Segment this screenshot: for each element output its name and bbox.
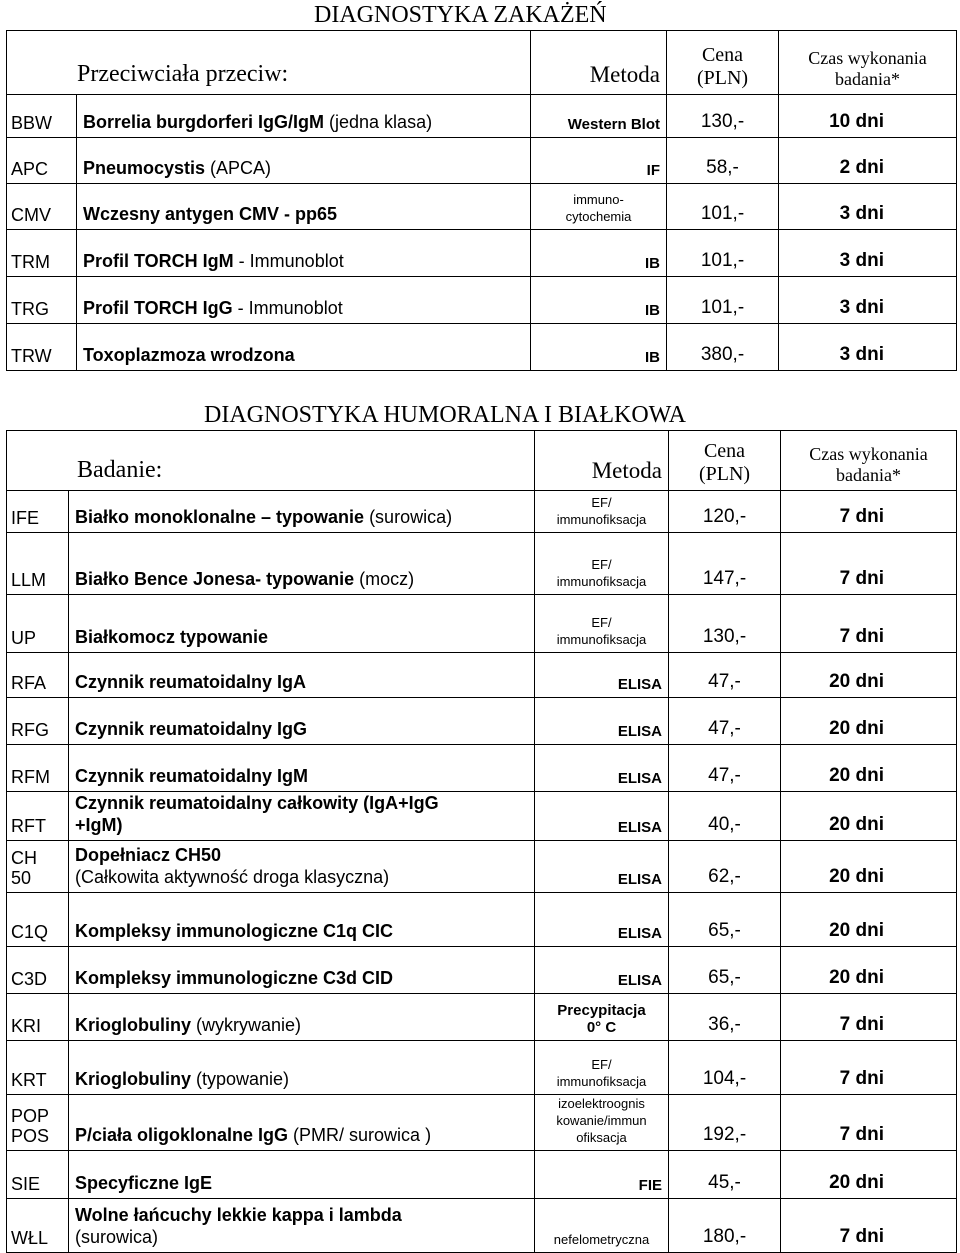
row-price: 120,- <box>669 491 781 533</box>
row-code: SIE <box>7 1151 69 1199</box>
row-method: IF <box>531 138 667 184</box>
row-price: 101,- <box>667 277 779 324</box>
header-time: Czas wykonania badania* <box>781 431 957 491</box>
row-method: Western Blot <box>531 95 667 138</box>
table-row <box>7 653 957 698</box>
table-row <box>7 595 957 653</box>
row-method: immuno- cytochemia <box>531 184 667 230</box>
row-duration: 7 dni <box>781 994 957 1041</box>
row-duration: 7 dni <box>781 491 957 533</box>
row-method: nefelometryczna <box>535 1199 669 1253</box>
row-duration: 3 dni <box>779 324 957 371</box>
table-row <box>7 533 957 595</box>
row-duration: 7 dni <box>781 1095 957 1151</box>
row-test-name: Borrelia burgdorferi IgG/IgM (jedna klasa) <box>77 95 531 138</box>
row-price: 104,- <box>669 1041 781 1095</box>
table-header <box>7 31 957 95</box>
row-code: C1Q <box>7 893 69 947</box>
section-title-infections: DIAGNOSTYKA ZAKAŻEŃ <box>314 2 607 28</box>
row-code: RFT <box>7 792 69 841</box>
row-code: CH 50 <box>7 841 69 893</box>
section-title-humoral: DIAGNOSTYKA HUMORALNA I BIAŁKOWA <box>204 402 686 428</box>
header-main: Przeciwciała przeciw: <box>7 31 531 95</box>
row-test-name: Kompleksy immunologiczne C3d CID <box>69 947 535 994</box>
row-test-name: Profil TORCH IgM - Immunoblot <box>77 230 531 277</box>
header-time: Czas wykonania badania* <box>779 31 957 95</box>
header-price: Cena (PLN) <box>669 431 781 491</box>
row-price: 65,- <box>669 947 781 994</box>
row-test-name: Białko Bence Jonesa- typowanie (mocz) <box>69 533 535 595</box>
row-test-name: Pneumocystis (APCA) <box>77 138 531 184</box>
row-test-name: Krioglobuliny (wykrywanie) <box>69 994 535 1041</box>
row-method: ELISA <box>535 947 669 994</box>
table-row <box>7 138 957 184</box>
humoral-table <box>6 430 957 1253</box>
table-row <box>7 841 957 893</box>
row-test-name: Białko monoklonalne – typowanie (surowica) <box>69 491 535 533</box>
row-price: 45,- <box>669 1151 781 1199</box>
row-code: KRT <box>7 1041 69 1095</box>
table-row <box>7 745 957 792</box>
row-method: EF/ immunofiksacja <box>535 491 669 533</box>
row-test-name: Profil TORCH IgG - Immunoblot <box>77 277 531 324</box>
table-row <box>7 184 957 230</box>
row-duration: 20 dni <box>781 947 957 994</box>
row-method: EF/ immunofiksacja <box>535 533 669 595</box>
row-test-name: P/ciała oligoklonalne IgG (PMR/ surowica ) <box>69 1095 535 1151</box>
row-duration: 2 dni <box>779 138 957 184</box>
row-duration: 7 dni <box>781 1199 957 1253</box>
row-code: C3D <box>7 947 69 994</box>
row-method: IB <box>531 277 667 324</box>
header-price: Cena (PLN) <box>667 31 779 95</box>
row-code: LLM <box>7 533 69 595</box>
row-price: 380,- <box>667 324 779 371</box>
row-duration: 7 dni <box>781 595 957 653</box>
row-code: TRG <box>7 277 77 324</box>
row-code: KRI <box>7 994 69 1041</box>
row-method: ELISA <box>535 745 669 792</box>
infections-table <box>6 30 957 371</box>
row-price: 47,- <box>669 698 781 745</box>
row-method: ELISA <box>535 893 669 947</box>
row-test-name: Krioglobuliny (typowanie) <box>69 1041 535 1095</box>
table-row <box>7 277 957 324</box>
row-code: UP <box>7 595 69 653</box>
row-method: izoelektroognis kowanie/immun ofiksacja <box>535 1095 669 1151</box>
row-method: EF/ immunofiksacja <box>535 595 669 653</box>
row-price: 47,- <box>669 653 781 698</box>
table-row <box>7 792 957 841</box>
row-duration: 20 dni <box>781 698 957 745</box>
row-test-name: Czynnik reumatoidalny IgA <box>69 653 535 698</box>
row-method: EF/ immunofiksacja <box>535 1041 669 1095</box>
row-price: 47,- <box>669 745 781 792</box>
row-price: 130,- <box>669 595 781 653</box>
row-method: ELISA <box>535 841 669 893</box>
header-main: Badanie: <box>7 431 535 491</box>
row-duration: 7 dni <box>781 533 957 595</box>
row-price: 192,- <box>669 1095 781 1151</box>
row-code: RFA <box>7 653 69 698</box>
row-method: ELISA <box>535 653 669 698</box>
table-row <box>7 698 957 745</box>
row-price: 58,- <box>667 138 779 184</box>
table-row <box>7 1199 957 1253</box>
row-code: RFM <box>7 745 69 792</box>
row-code: IFE <box>7 491 69 533</box>
row-duration: 10 dni <box>779 95 957 138</box>
row-price: 101,- <box>667 184 779 230</box>
row-code: CMV <box>7 184 77 230</box>
row-test-name: Wolne łańcuchy lekkie kappa i lambda (surowica) <box>69 1199 535 1253</box>
row-code: RFG <box>7 698 69 745</box>
row-test-name: Wczesny antygen CMV - pp65 <box>77 184 531 230</box>
table-row <box>7 1041 957 1095</box>
row-code: TRW <box>7 324 77 371</box>
row-code: APC <box>7 138 77 184</box>
row-duration: 20 dni <box>781 1151 957 1199</box>
row-method: Precypitacja 0° C <box>535 994 669 1041</box>
row-price: 130,- <box>667 95 779 138</box>
row-price: 147,- <box>669 533 781 595</box>
row-code: TRM <box>7 230 77 277</box>
row-code: BBW <box>7 95 77 138</box>
row-method: ELISA <box>535 792 669 841</box>
row-duration: 20 dni <box>781 792 957 841</box>
table-row <box>7 1095 957 1151</box>
row-test-name: Czynnik reumatoidalny IgG <box>69 698 535 745</box>
row-code: POP POS <box>7 1095 69 1151</box>
row-method: IB <box>531 230 667 277</box>
table-header <box>7 431 957 491</box>
row-price: 62,- <box>669 841 781 893</box>
row-duration: 3 dni <box>779 277 957 324</box>
row-test-name: Kompleksy immunologiczne C1q CIC <box>69 893 535 947</box>
row-method: IB <box>531 324 667 371</box>
row-price: 101,- <box>667 230 779 277</box>
row-price: 65,- <box>669 893 781 947</box>
table-row <box>7 324 957 371</box>
table-row <box>7 1151 957 1199</box>
header-method: Metoda <box>535 431 669 491</box>
row-test-name: Czynnik reumatoidalny IgM <box>69 745 535 792</box>
table-row <box>7 994 957 1041</box>
row-method: ELISA <box>535 698 669 745</box>
row-duration: 3 dni <box>779 230 957 277</box>
row-duration: 3 dni <box>779 184 957 230</box>
row-test-name: Toxoplazmoza wrodzona <box>77 324 531 371</box>
table-row <box>7 947 957 994</box>
row-test-name: Specyficzne IgE <box>69 1151 535 1199</box>
row-method: FIE <box>535 1151 669 1199</box>
row-duration: 20 dni <box>781 841 957 893</box>
table-row <box>7 893 957 947</box>
row-price: 180,- <box>669 1199 781 1253</box>
row-duration: 20 dni <box>781 653 957 698</box>
table-row <box>7 95 957 138</box>
header-method: Metoda <box>531 31 667 95</box>
table-row <box>7 491 957 533</box>
row-test-name: Białkomocz typowanie <box>69 595 535 653</box>
table-row <box>7 230 957 277</box>
row-test-name: Dopełniacz CH50 (Całkowita aktywność droga klasyczna) <box>69 841 535 893</box>
row-code: WŁL <box>7 1199 69 1253</box>
row-price: 40,- <box>669 792 781 841</box>
row-test-name: Czynnik reumatoidalny całkowity (IgA+IgG +IgM) <box>69 792 535 841</box>
row-duration: 7 dni <box>781 1041 957 1095</box>
row-duration: 20 dni <box>781 893 957 947</box>
row-duration: 20 dni <box>781 745 957 792</box>
row-price: 36,- <box>669 994 781 1041</box>
